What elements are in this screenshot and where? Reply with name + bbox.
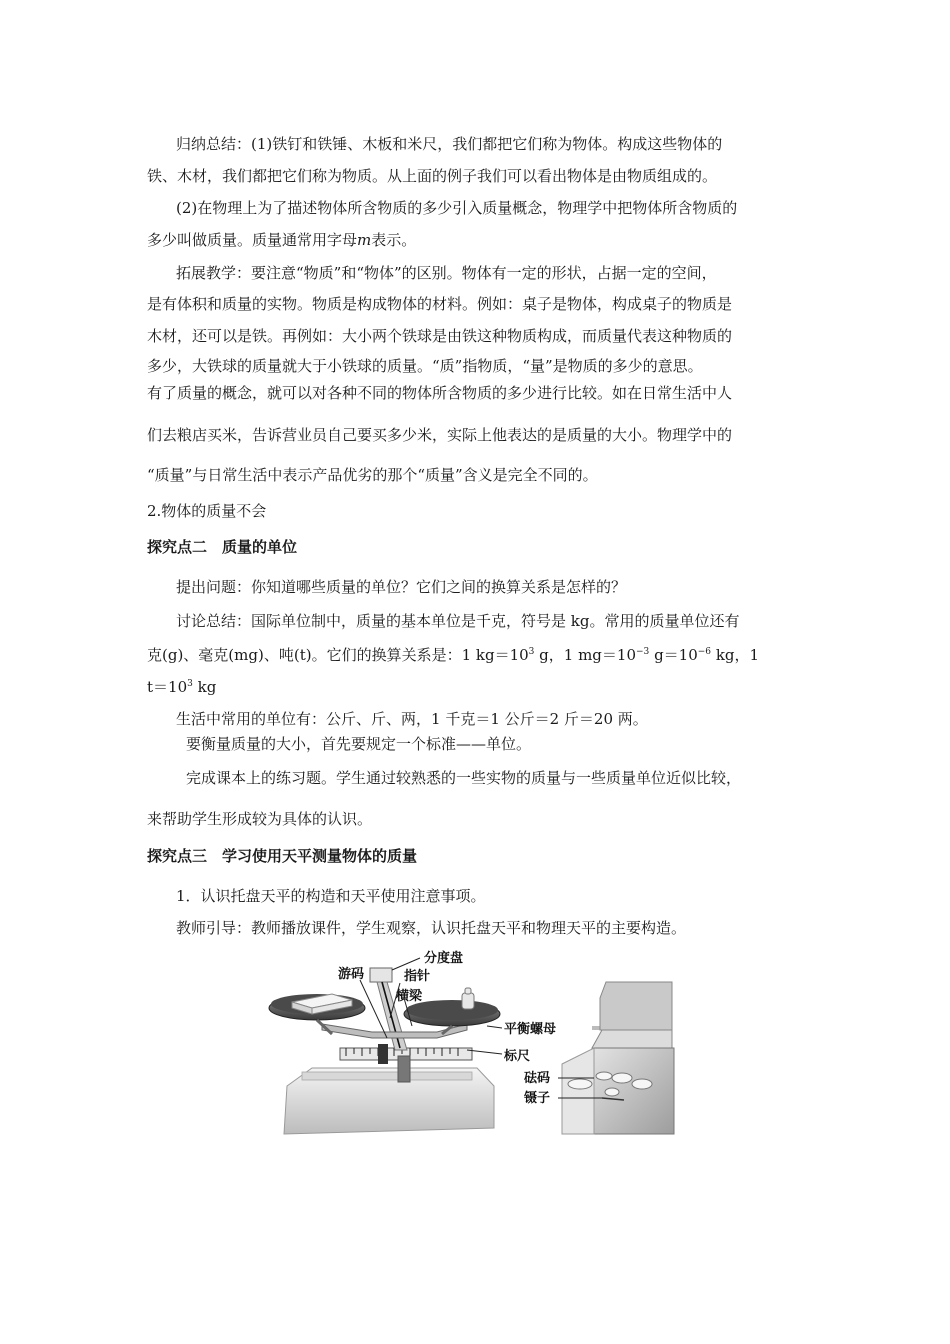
exponent-3: 3 [528, 647, 535, 657]
units-summary-line-3 [147, 677, 216, 697]
quality-definition-line-1: (2)在物理上为了描述物体所含物质的多少引入质量概念，物理学中把物体所含物质的 [176, 199, 738, 217]
summary-line-1: 归纳总结：(1)铁钉和铁锤、木板和米尺，我们都把它们称为物体。构成这些物体的 [176, 135, 723, 153]
extension-line-1: 拓展教学：要注意“物质”和“物体”的区别。物体有一定的形状，占据一定的空间， [176, 264, 717, 282]
exponent-minus-6: −6 [697, 647, 712, 657]
section-heading-2: 探究点二 质量的单位 [147, 538, 298, 556]
standard-line: 要衡量质量的大小，首先要规定一个标准——单位。 [186, 735, 532, 753]
label-scale: 标尺 [504, 1049, 531, 1064]
balance-base [284, 1068, 494, 1134]
mass-concept-line-1: 有了质量的概念，就可以对各种不同的物体所含物质的多少进行比较。如在日常生活中人 [147, 384, 733, 402]
mass-concept-line-3: “质量”与日常生活中表示产品优劣的那个“质量”含义是完全不同的。 [147, 466, 598, 484]
units-conversion-c: g＝10 [649, 646, 698, 664]
ton-conversion-a: t＝10 [147, 678, 188, 696]
label-dial: 分度盘 [424, 951, 464, 966]
quality-definition-line-2 [147, 230, 416, 250]
units-conversion-d: kg，1 [711, 646, 760, 664]
extension-line-2: 是有体积和质量的实物。物质是构成物体的材料。例如：桌子是物体，构成桌子的物质是 [147, 295, 733, 313]
extension-line-3: 木材，还可以是铁。再例如：大小两个铁球是由铁这种物质构成，而质量代表这种物质的 [147, 327, 733, 345]
balance-item-1: 1．认识托盘天平的构造和天平使用注意事项。 [176, 887, 486, 905]
exercise-line-2: 来帮助学生形成较为具体的认识。 [147, 810, 373, 828]
left-pan [269, 994, 365, 1034]
weight-box [562, 982, 674, 1134]
label-weights: 砝码 [524, 1071, 551, 1086]
units-conversion-a: 克(g)、毫克(mg)、吨(t)。它们的换算关系是：1 kg＝10 [147, 646, 529, 664]
item-2: 2.物体的质量不会 [147, 502, 267, 520]
ton-exponent: 3 [187, 679, 193, 689]
label-tweezers: 镊子 [524, 1091, 551, 1106]
question-line: 提出问题：你知道哪些质量的单位？它们之间的换算关系是怎样的？ [176, 578, 627, 596]
summary-line-2: 铁、木材，我们都把它们称为物质。从上面的例子我们可以看出物体是由物质组成的。 [147, 167, 718, 185]
exercise-line-1: 完成课本上的练习题。学生通过较熟悉的一些实物的质量与一些质量单位近似比较， [186, 769, 742, 787]
balance-figure [262, 938, 692, 1138]
exponent-minus-3: −3 [636, 647, 650, 657]
units-conversion-b: g，1 mg＝10 [534, 646, 637, 664]
symbol-m: m [357, 231, 372, 249]
mass-concept-line-2: 们去粮店买米，告诉营业员自己要买多少米，实际上他表达的是质量的大小。物理学中的 [147, 426, 733, 444]
quality-definition-end: 表示。 [371, 231, 417, 249]
units-summary-line-2 [147, 645, 759, 665]
units-summary-line-1: 讨论总结：国际单位制中，质量的基本单位是千克，符号是 kg。常用的质量单位还有 [176, 612, 740, 630]
extension-line-4: 多少，大铁球的质量就大于小铁球的质量。“质”指物质，“量”是物质的多少的意思。 [147, 357, 703, 375]
teacher-guide-line: 教师引导：教师播放课件，学生观察，认识托盘天平和物理天平的主要构造。 [176, 919, 687, 937]
section-heading-3: 探究点三 学习使用天平测量物体的质量 [147, 847, 418, 865]
daily-units-line: 生活中常用的单位有：公斤、斤、两，1 千克＝1 公斤＝2 斤＝20 两。 [176, 710, 648, 728]
label-rider: 游码 [338, 967, 365, 982]
ton-conversion-b: kg [192, 678, 217, 696]
label-balance-nut: 平衡螺母 [504, 1022, 557, 1037]
label-pointer: 指针 [404, 969, 431, 984]
label-beam: 横梁 [396, 989, 423, 1004]
quality-definition-text: 多少叫做质量。质量通常用字母 [147, 231, 358, 249]
